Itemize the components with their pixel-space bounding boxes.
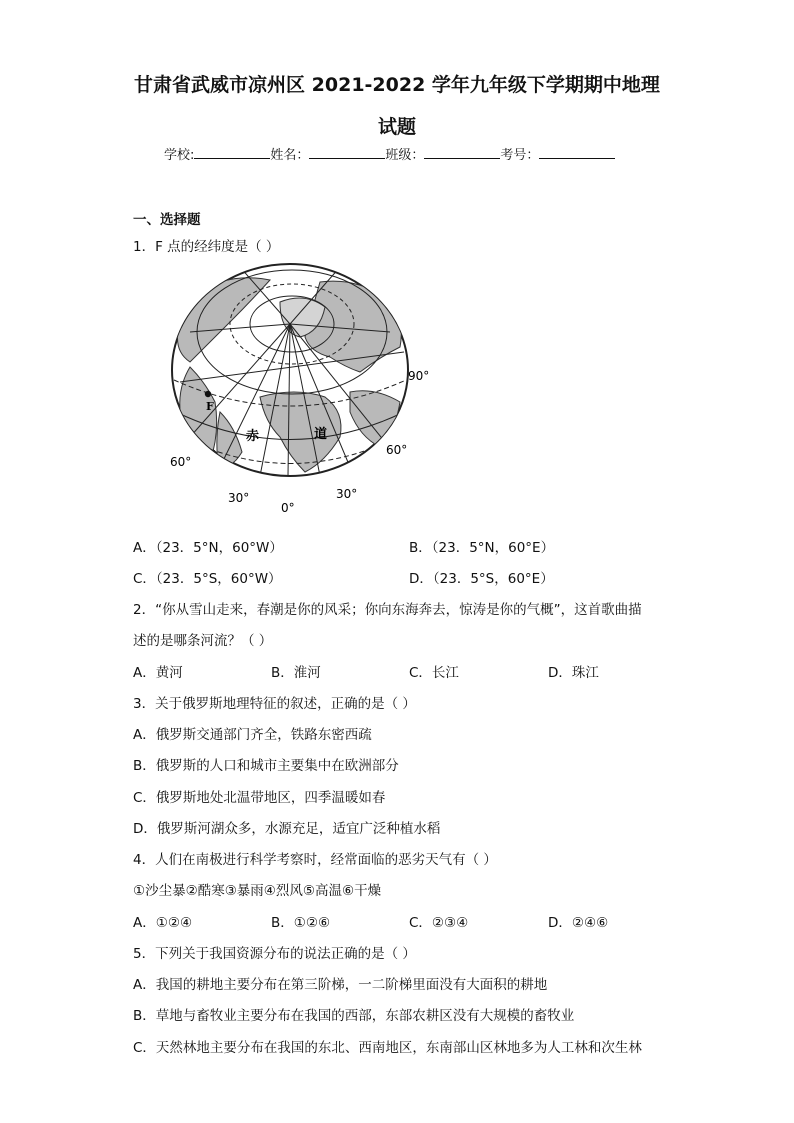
- q3-option-a[interactable]: A．俄罗斯交通部门齐全，铁路东密西疏: [133, 727, 372, 743]
- label-equator-dao: 道: [314, 427, 328, 442]
- section-title: 一、选择题: [133, 212, 201, 228]
- q5-option-a[interactable]: A．我国的耕地主要分布在第三阶梯，一二阶梯里面没有大面积的耕地: [133, 977, 548, 993]
- question-5-stem: 5．下列关于我国资源分布的说法正确的是（ ）: [133, 946, 416, 962]
- q5-option-c[interactable]: C．天然林地主要分布在我国的东北、西南地区，东南部山区林地多为人工林和次生林: [133, 1040, 642, 1056]
- class-label: 班级：: [385, 148, 425, 163]
- label-30-right: 30°: [336, 487, 358, 501]
- student-info-row: [164, 144, 615, 163]
- question-2-stem-line1: 2．“你从雪山走来，春潮是你的风采；你向东海奔去，惊涛是你的气概”，这首歌曲描: [133, 602, 642, 618]
- question-2-stem-line2: 述的是哪条河流？（ ）: [133, 633, 273, 649]
- label-30-left: 30°: [228, 491, 250, 505]
- number-blank[interactable]: [539, 146, 615, 159]
- school-blank[interactable]: [194, 146, 270, 159]
- label-F: F: [206, 400, 214, 413]
- q2-option-c[interactable]: C．长江: [409, 665, 459, 681]
- question-4-items: ①沙尘暴②酷寒③暴雨④烈风⑤高温⑥干燥: [133, 883, 382, 899]
- name-label: 姓名：: [270, 148, 310, 163]
- number-label: 考号：: [500, 148, 540, 163]
- q5-option-b[interactable]: B．草地与畜牧业主要分布在我国的西部，东部农耕区没有大规模的畜牧业: [133, 1008, 575, 1024]
- q2-option-a[interactable]: A．黄河: [133, 665, 183, 681]
- q3-option-d[interactable]: D．俄罗斯河湖众多，水源充足，适宜广泛种植水稻: [133, 821, 441, 837]
- question-4-stem: 4．人们在南极进行科学考察时，经常面临的恶劣天气有（ ）: [133, 852, 497, 868]
- q3-option-c[interactable]: C．俄罗斯地处北温带地区，四季温暖如春: [133, 790, 386, 806]
- point-F: [205, 391, 211, 397]
- globe-figure: [160, 262, 430, 517]
- q1-option-c[interactable]: C．（23．5°S，60°W）: [133, 571, 282, 587]
- class-blank[interactable]: [424, 146, 500, 159]
- q4-option-a[interactable]: A．①②④: [133, 915, 193, 931]
- q1-option-d[interactable]: D．（23．5°S，60°E）: [409, 571, 554, 587]
- q3-option-b[interactable]: B．俄罗斯的人口和城市主要集中在欧洲部分: [133, 758, 399, 774]
- school-label: 学校:: [164, 148, 195, 163]
- q1-option-b[interactable]: B．（23．5°N，60°E）: [409, 540, 555, 556]
- q4-option-d[interactable]: D．②④⑥: [548, 915, 609, 931]
- label-60-right: 60°: [386, 443, 408, 457]
- q4-option-c[interactable]: C．②③④: [409, 915, 469, 931]
- name-blank[interactable]: [309, 146, 385, 159]
- q2-option-d[interactable]: D．珠江: [548, 665, 599, 681]
- label-60-left: 60°: [170, 455, 192, 469]
- question-3-stem: 3．关于俄罗斯地理特征的叙述，正确的是（ ）: [133, 696, 416, 712]
- label-90: 90°: [408, 369, 430, 383]
- document-title-line1: 甘肃省武威市凉州区 2021-2022 学年九年级下学期期中地理: [134, 74, 660, 96]
- label-0: 0°: [281, 501, 295, 515]
- question-1-stem: 1．F 点的经纬度是（ ）: [133, 239, 280, 255]
- q1-option-a[interactable]: A．（23．5°N，60°W）: [133, 540, 283, 556]
- document-title-line2: 试题: [377, 116, 416, 138]
- q4-option-b[interactable]: B．①②⑥: [271, 915, 331, 931]
- q2-option-b[interactable]: B．淮河: [271, 665, 321, 681]
- label-equator-chi: 赤: [246, 429, 260, 444]
